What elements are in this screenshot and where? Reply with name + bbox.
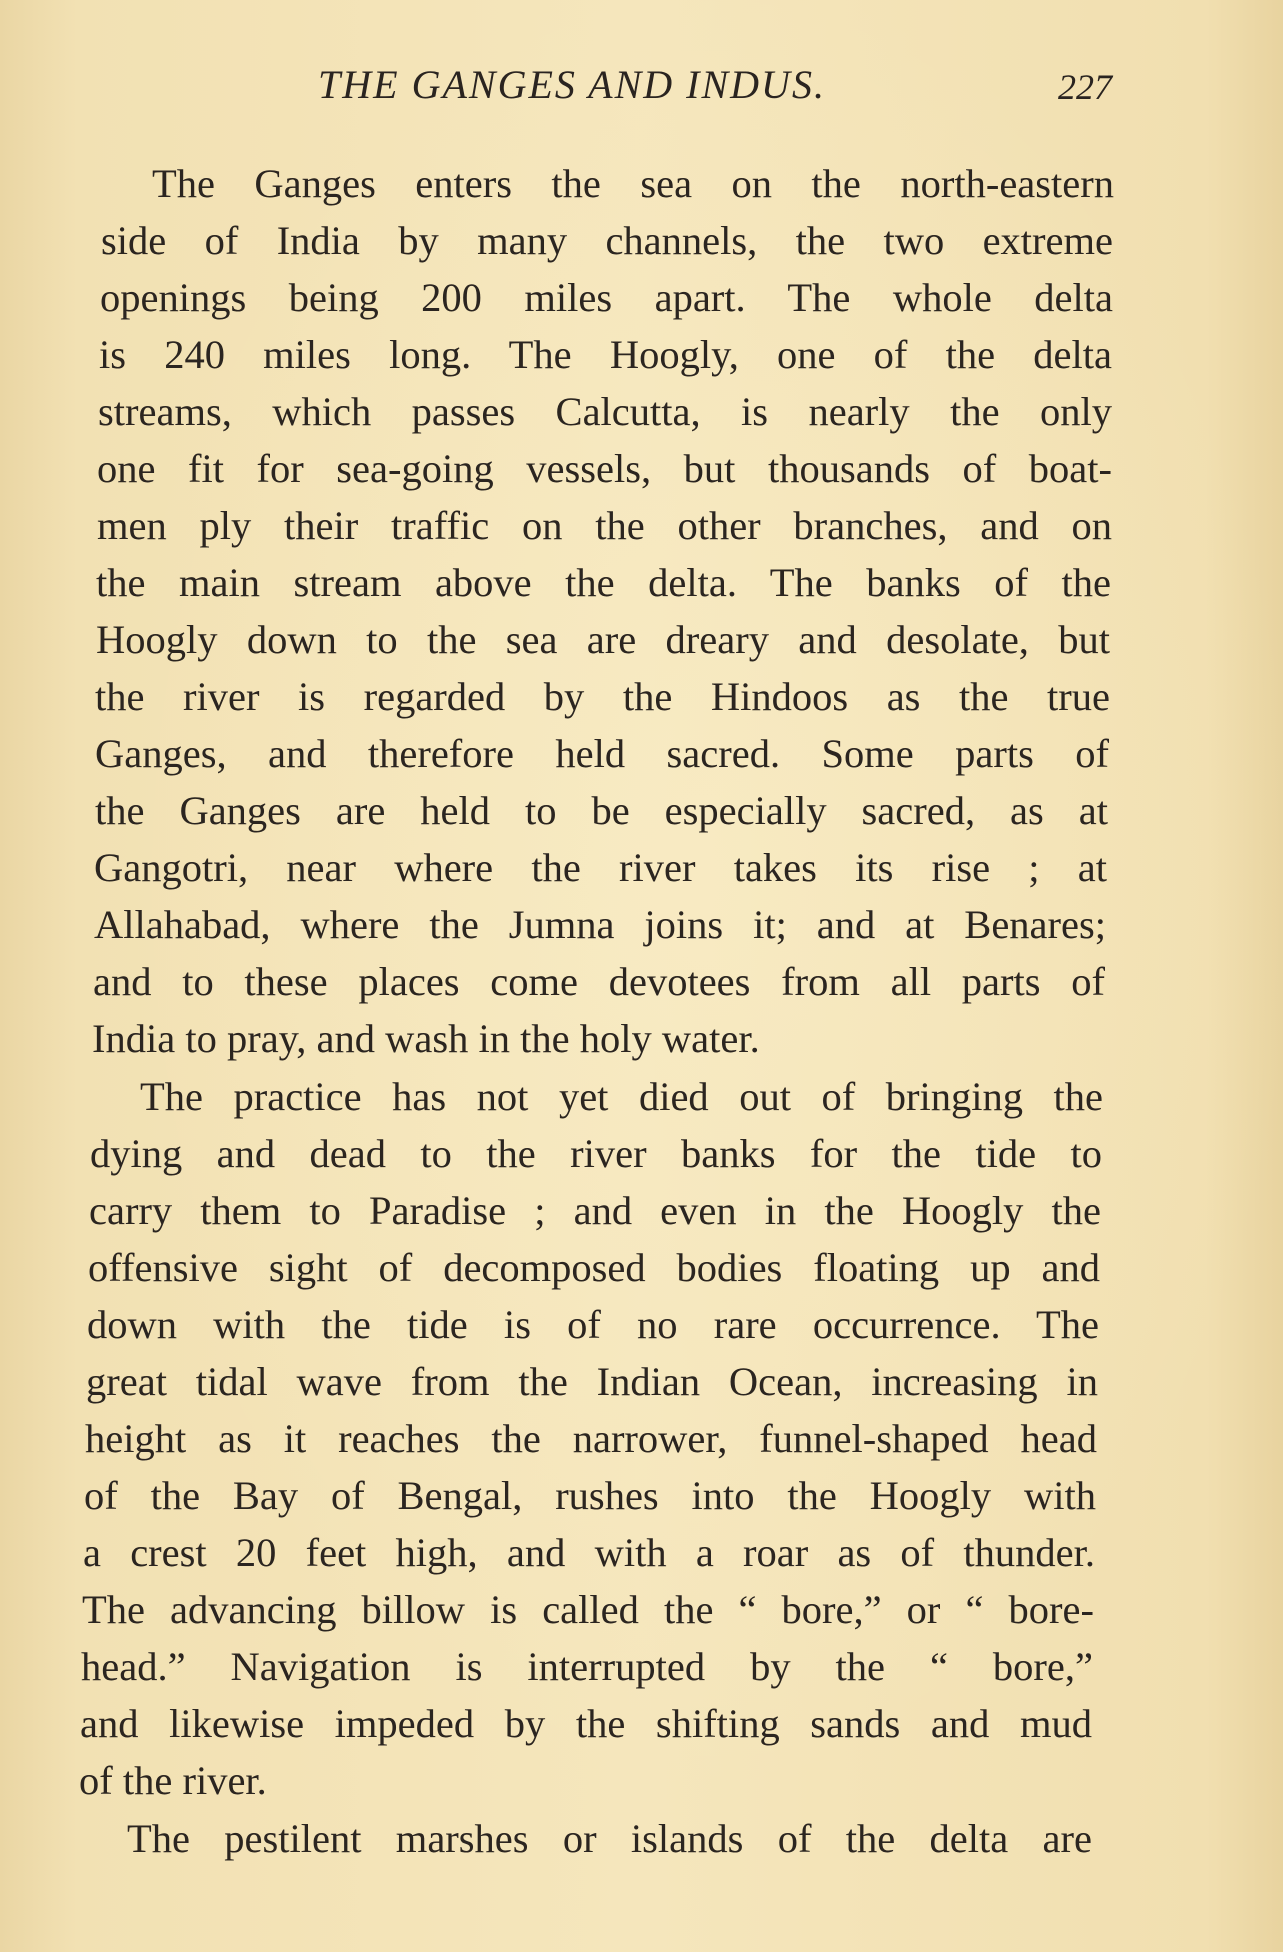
text-line: the main stream above the delta. The banks of the (96, 560, 1111, 605)
text-line: height as it reaches the narrower, funnel-shaped head (85, 1416, 1097, 1461)
text-line: The pestilent marshes or islands of the delta are (127, 1816, 1092, 1861)
running-head (0, 60, 1283, 110)
text-line: a crest 20 feet high, and with a roar as of thunder. (83, 1530, 1095, 1575)
text-line: men ply their traffic on the other branches, and on (97, 503, 1112, 548)
text-line: and to these places come devotees from all parts of (93, 959, 1105, 1004)
text-line: the river is regarded by the Hindoos as the true (95, 674, 1110, 719)
text-line: the Ganges are held to be especially sacred, as at (95, 788, 1108, 833)
page-number: 227 (1058, 67, 1112, 107)
text-line: openings being 200 miles apart. The whole delta (100, 275, 1113, 320)
text-line: side of India by many channels, the two extreme (101, 218, 1113, 263)
text-line: The practice has not yet died out of bringing the (140, 1074, 1103, 1119)
text-line: of the river. (79, 1758, 267, 1803)
text-line: down with the tide is of no rare occurrence. The (87, 1302, 1099, 1347)
text-line: The Ganges enters the sea on the north-eastern (152, 161, 1114, 206)
text-line: The advancing billow is called the “ bore,” or “ bore- (82, 1587, 1094, 1632)
text-line: Hoogly down to the sea are dreary and desolate, but (96, 617, 1110, 662)
text-line: dying and dead to the river banks for the tide to (90, 1131, 1102, 1176)
text-line: of the Bay of Bengal, rushes into the Hoogly with (84, 1473, 1096, 1518)
text-line: is 240 miles long. The Hoogly, one of the delta (99, 332, 1112, 377)
text-line: Allahabad, where the Jumna joins it; and at Benares; (94, 902, 1106, 947)
text-line: Gangotri, near where the river takes its rise ; at (94, 845, 1107, 890)
text-line: and likewise impeded by the shifting sands and mud (80, 1701, 1092, 1746)
text-line: streams, which passes Calcutta, is nearly the only (98, 389, 1112, 434)
text-line: carry them to Paradise ; and even in the Hoogly the (89, 1188, 1101, 1233)
text-line: great tidal wave from the Indian Ocean, increasing in (86, 1359, 1098, 1404)
text-line: offensive sight of decomposed bodies floating up and (88, 1245, 1100, 1290)
running-title: THE GANGES AND INDUS. (318, 62, 826, 107)
text-line: head.” Navigation is interrupted by the “ bore,” (81, 1644, 1093, 1689)
text-line: Ganges, and therefore held sacred. Some parts of (95, 731, 1109, 776)
text-line: India to pray, and wash in the holy water. (92, 1016, 760, 1061)
text-line: one fit for sea-going vessels, but thousands of boat- (97, 446, 1112, 491)
